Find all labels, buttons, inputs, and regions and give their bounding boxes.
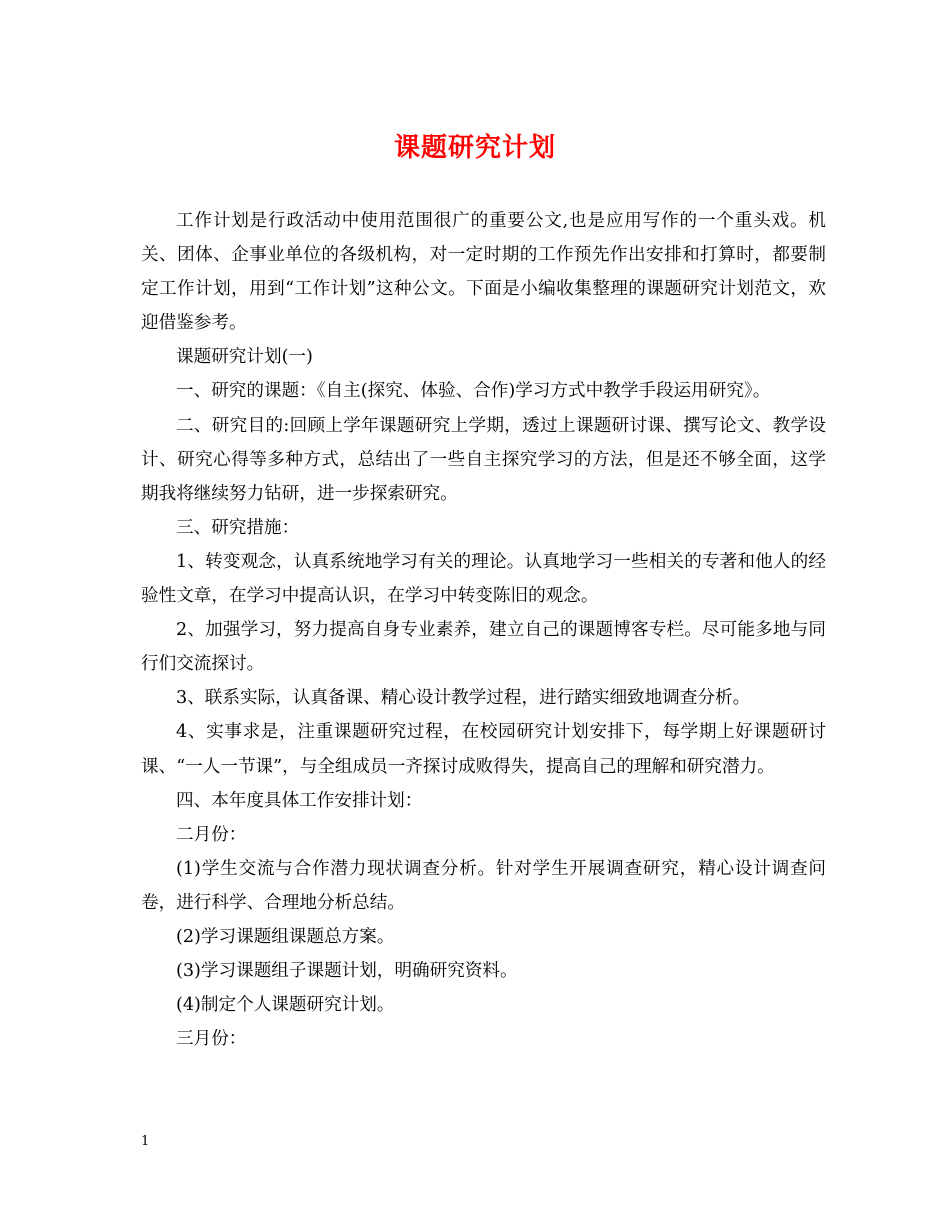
paragraph-intro: 工作计划是行政活动中使用范围很广的重要公文,也是应用写作的一个重头戏。机关、团体、企事业单位的各级机构，对一定时期的工作预先作出安排和打算时，都要制定工作计划，用到“工作计划”这种公文。下面是小编收集整理的课题研究计划范文，欢迎借鉴参考。 [141,211,826,334]
paragraph-measure-4: 4、实事求是，注重课题研究过程，在校园研究计划安排下，每学期上好课题研讨课、“一人一节课”，与全组成员一齐探讨成败得失，提高自己的理解和研究潜力。 [141,722,826,777]
paragraph-purpose: 二、研究目的:回顾上学年课题研究上学期，透过上课题研讨课、撰写论文、教学设计、研究心得等多种方式，总结出了一些自主探究学习的方法，但是还不够全面，这学期我将继续努力钻研，进一步探索研究。 [141,415,826,504]
paragraph-measure-2: 2、加强学习，努力提高自身专业素养，建立自己的课题博客专栏。尽可能多地与同行们交流探讨。 [141,620,826,675]
document-body [141,204,826,1056]
paragraph-section-heading: 课题研究计划(一) [176,347,313,368]
paragraph-march: 三月份： [176,1029,247,1050]
paragraph-february-item-3: (3)学习课题组子课题计划，明确研究资料。 [176,961,518,982]
paragraph-topic: 一、研究的课题：《自主(探究、体验、合作)学习方式中教学手段运用研究》。 [176,381,771,402]
paragraph-schedule-heading: 四、本年度具体工作安排计划： [176,790,423,811]
paragraph-measure-3: 3、联系实际，认真备课、精心设计教学过程，进行踏实细致地调查分析。 [176,688,751,709]
paragraph-february-item-4: (4)制定个人课题研究计划。 [176,995,395,1016]
paragraph-february: 二月份： [176,824,247,845]
paragraph-measure-1: 1、转变观念，认真系统地学习有关的理论。认真地学习一些相关的专著和他人的经验性文章，在学习中提高认识，在学习中转变陈旧的观念。 [141,551,826,607]
paragraph-measures-heading: 三、研究措施： [176,517,300,538]
page-number: 1 [141,1134,150,1149]
paragraph-february-item-2: (2)学习课题组课题总方案。 [176,926,395,947]
document-title: 课题研究计划 [393,133,556,163]
paragraph-february-item-1: (1)学生交流与合作潜力现状调查分析。针对学生开展调查研究，精心设计调查问卷，进行科学、合理地分析总结。 [141,858,826,913]
